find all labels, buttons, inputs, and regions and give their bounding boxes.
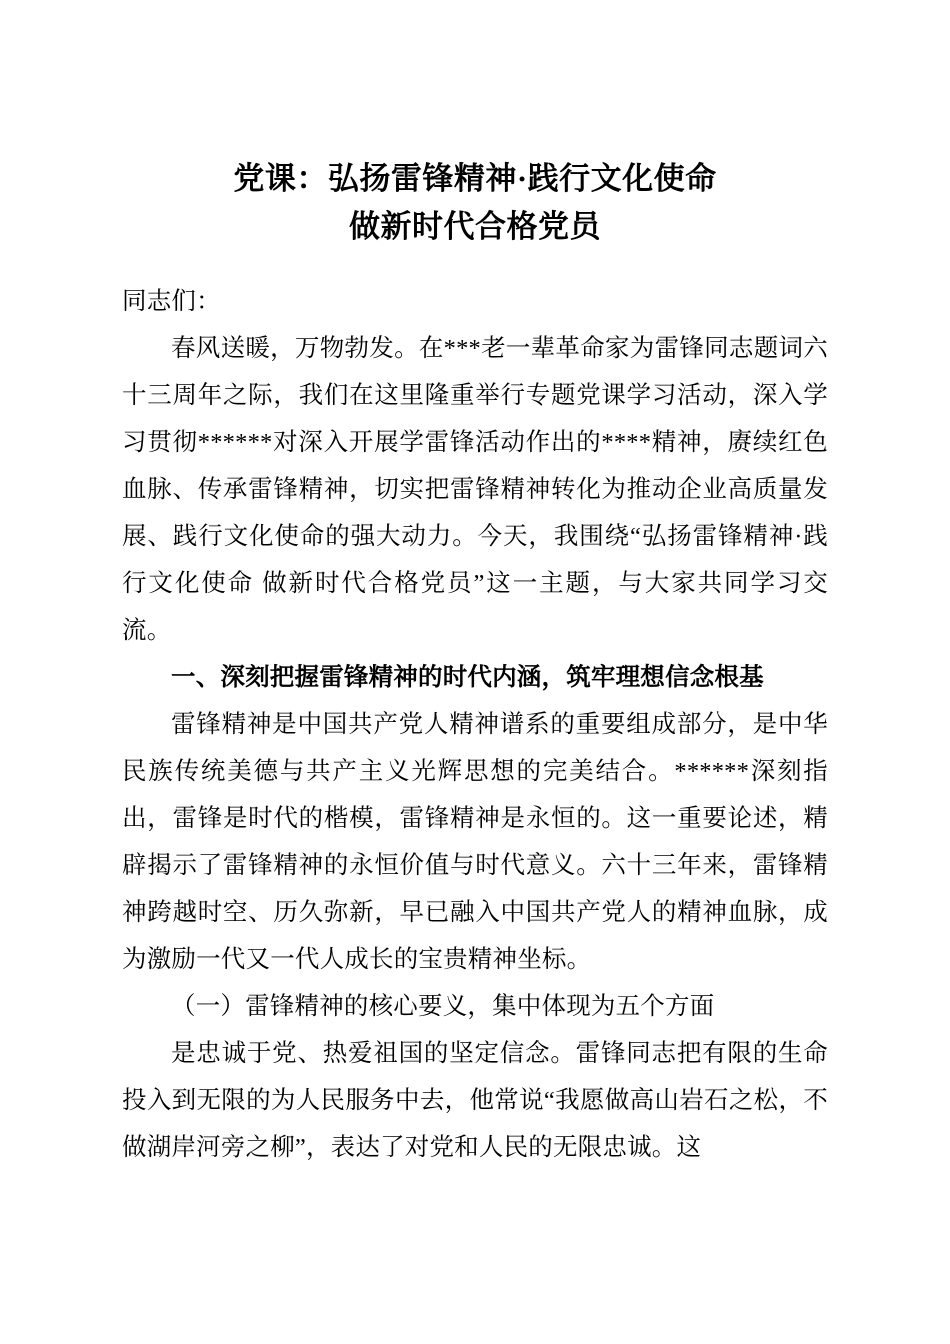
page-title-line-2: 做新时代合格党员 <box>349 209 601 244</box>
page-title <box>122 155 828 251</box>
document-content <box>122 155 828 1171</box>
section-heading-1: 一、深刻把握雷锋精神的时代内涵，筑牢理想信念根基 <box>171 664 764 691</box>
body-paragraph-3: 是忠诚于党、热爱祖国的坚定信念。雷锋同志把有限的生命投入到无限的为人民服务中去，他常说“我愿做高山岩石之松，不做湖岸河旁之柳”，表达了对党和人民的无限忠诚。这 <box>122 1040 828 1161</box>
salutation: 同志们： <box>122 288 221 315</box>
body-paragraph-2: 雷锋精神是中国共产党人精神谱系的重要组成部分，是中华民族传统美德与共产主义光辉思想的完美结合。******深刻指出，雷锋是时代的楷模，雷锋精神是永恒的。这一重要论述，精辟揭示了雷锋精神的永恒价值与时代意义。六十三年来，雷锋精神跨越时空、历久弥新，早已融入中国共产党人的精神血脉，成为激励一代又一代人成长的宝贵精神坐标。 <box>122 711 828 973</box>
sub-heading-1: （一）雷锋精神的核心要义，集中体现为五个方面 <box>171 993 715 1020</box>
page-title-line-1: 党课：弘扬雷锋精神·践行文化使命 <box>233 161 717 196</box>
body-paragraph-1: 春风送暖，万物勃发。在***老一辈革命家为雷锋同志题词六十三周年之际，我们在这里隆重举行专题党课学习活动，深入学习贯彻******对深入开展学雷锋活动作出的****精神，赓续红色血脉、传承雷锋精神，切实把雷锋精神转化为推动企业高质量发展、践行文化使命的强大动力。今天，我围绕“弘扬雷锋精神·践行文化使命 做新时代合格党员”这一主题，与大家共同学习交流。 <box>122 335 828 644</box>
